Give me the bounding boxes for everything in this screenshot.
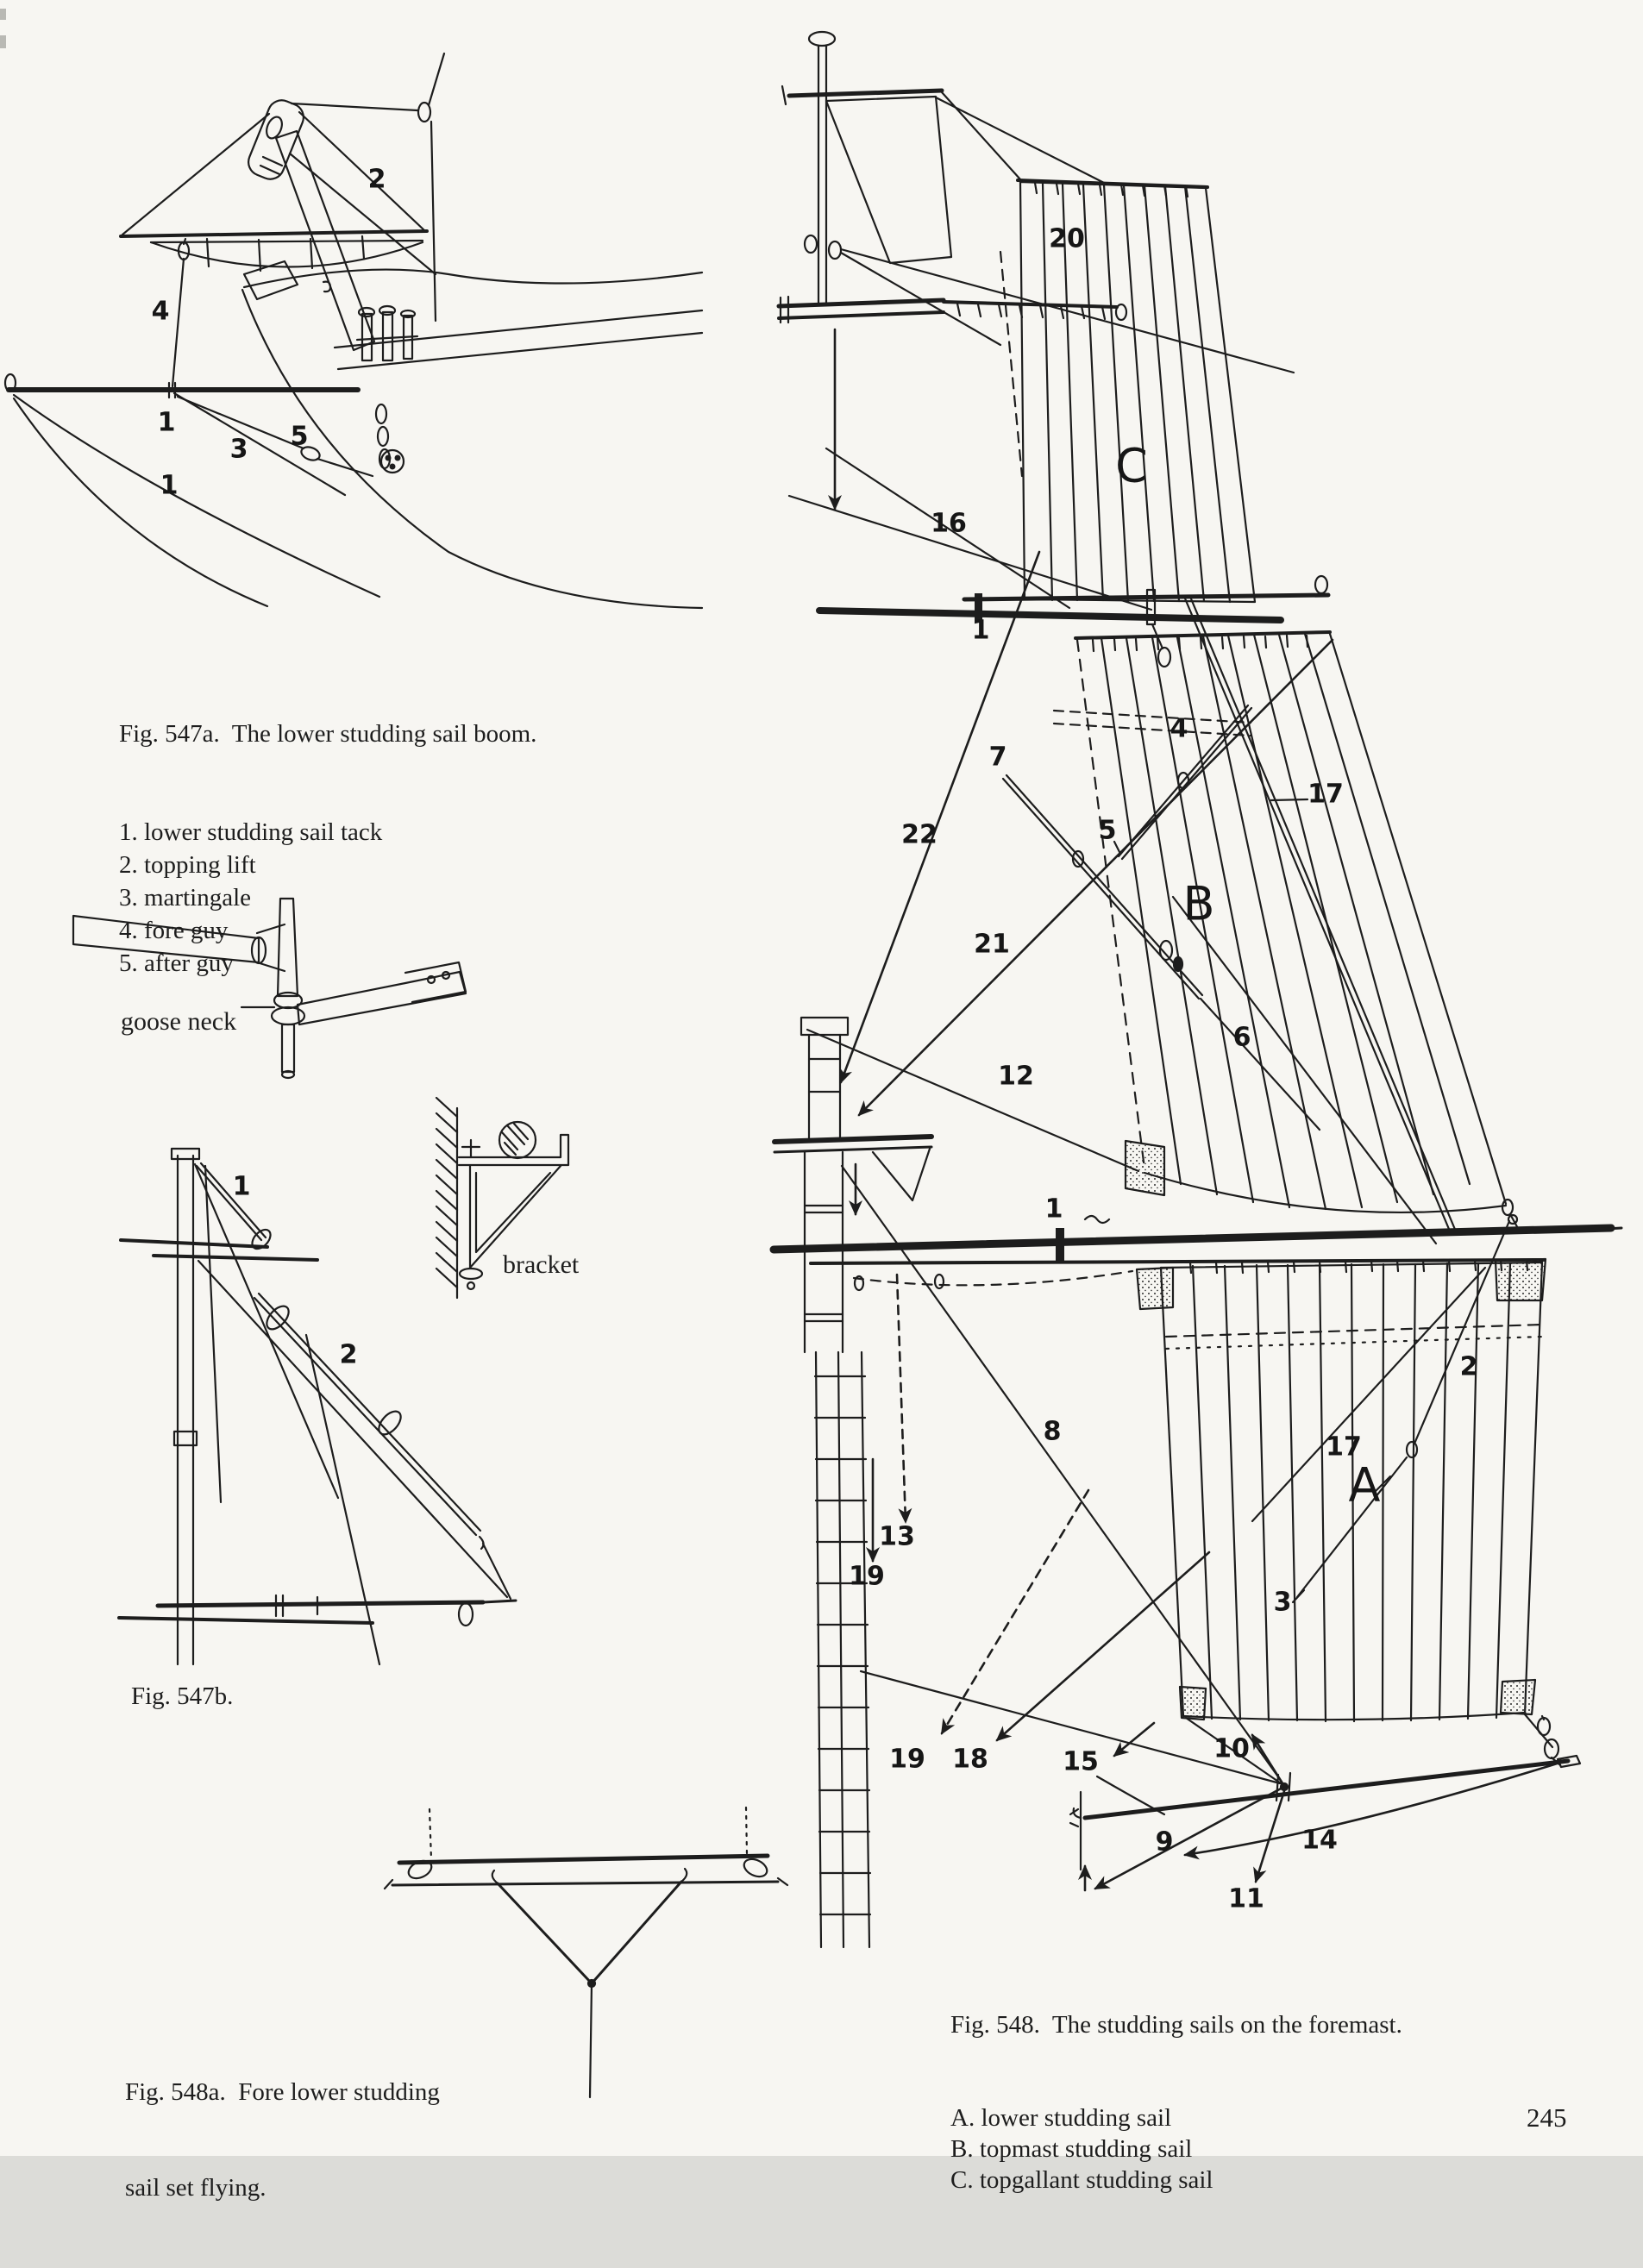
part-label-17: 17 [1308,779,1344,810]
part-label-A: A [1348,1457,1381,1513]
fig547a-caption-item-2: 3. martingale [119,884,252,912]
part-label-1: 1 [232,1171,251,1202]
part-label-10: 10 [1213,1733,1250,1764]
page-number: 245 [1527,2102,1567,2133]
part-label-19: 19 [889,1744,925,1775]
part-label-5: 5 [1098,815,1117,846]
fig548a-caption-line2: sail set flying. [125,2174,267,2202]
part-label-17: 17 [1326,1432,1362,1463]
fig547a-caption-item-1: 2. topping lift [119,851,256,879]
fig548a-drawing [385,1808,787,2097]
part-label-2: 2 [1459,1351,1478,1382]
part-label-4: 4 [1170,713,1188,744]
part-label-2: 2 [367,164,386,195]
part-label-9: 9 [1155,1826,1174,1858]
part-label-20: 20 [1049,223,1085,254]
part-label-22: 22 [901,819,938,850]
fig548-caption-item-1: B. topmast studding sail [950,2135,1193,2163]
part-label-19: 19 [849,1561,885,1592]
part-label-8: 8 [1043,1416,1062,1447]
part-label-15: 15 [1063,1746,1099,1777]
part-label-18: 18 [952,1744,988,1775]
fig548-caption-item-2: C. topgallant studding sail [950,2166,1213,2194]
part-label-5: 5 [290,421,309,452]
part-label-7: 7 [988,742,1007,773]
fig548-caption-item [950,2102,1402,2196]
fig548-drawing [774,32,1621,1947]
part-label-3: 3 [1273,1587,1292,1618]
fig548a-caption-line1: Fig. 548a. Fore lower studding [125,2078,440,2106]
fig547a-caption-item-4: 5. after guy [119,949,234,977]
fig548-caption [950,1947,1402,2258]
part-label-1: 1 [160,470,179,501]
part-label-16: 16 [931,508,967,539]
part-label-4: 4 [151,296,170,327]
part-label-C: C [1115,438,1148,493]
part-label-1: 1 [971,615,990,646]
part-label-B: B [1182,876,1215,931]
part-label-3: 3 [229,434,248,465]
part-label-14: 14 [1301,1825,1338,1856]
part-label-11: 11 [1228,1883,1264,1914]
part-label-1: 1 [1044,1194,1063,1225]
goose-neck-label: goose neck [121,1007,237,1036]
fig547a-caption-item-3: 4. fore guy [119,917,229,944]
part-label-13: 13 [879,1521,915,1552]
part-label-12: 12 [998,1061,1034,1092]
part-label-2: 2 [339,1339,358,1370]
fig548-caption-title: Fig. 548. The studding sails on the foremast. [950,2011,1402,2039]
bracket-label: bracket [503,1250,580,1279]
fig547a-drawing [5,53,702,608]
fig547a-caption-item [119,816,536,980]
fig547a-caption [119,652,536,1045]
fig547a-caption-title: Fig. 547a. The lower studding sail boom. [119,720,537,748]
fig547a-caption-item-0: 1. lower studding sail tack [119,818,383,846]
part-label-21: 21 [974,929,1010,960]
scan-marks [0,9,6,48]
fig547b-caption: Fig. 547b. [131,1682,234,1710]
fig548-caption-item-0: A. lower studding sail [950,2104,1172,2132]
part-label-6: 6 [1232,1022,1251,1053]
part-label-1: 1 [157,407,176,438]
fig548a-caption [125,2013,440,2268]
